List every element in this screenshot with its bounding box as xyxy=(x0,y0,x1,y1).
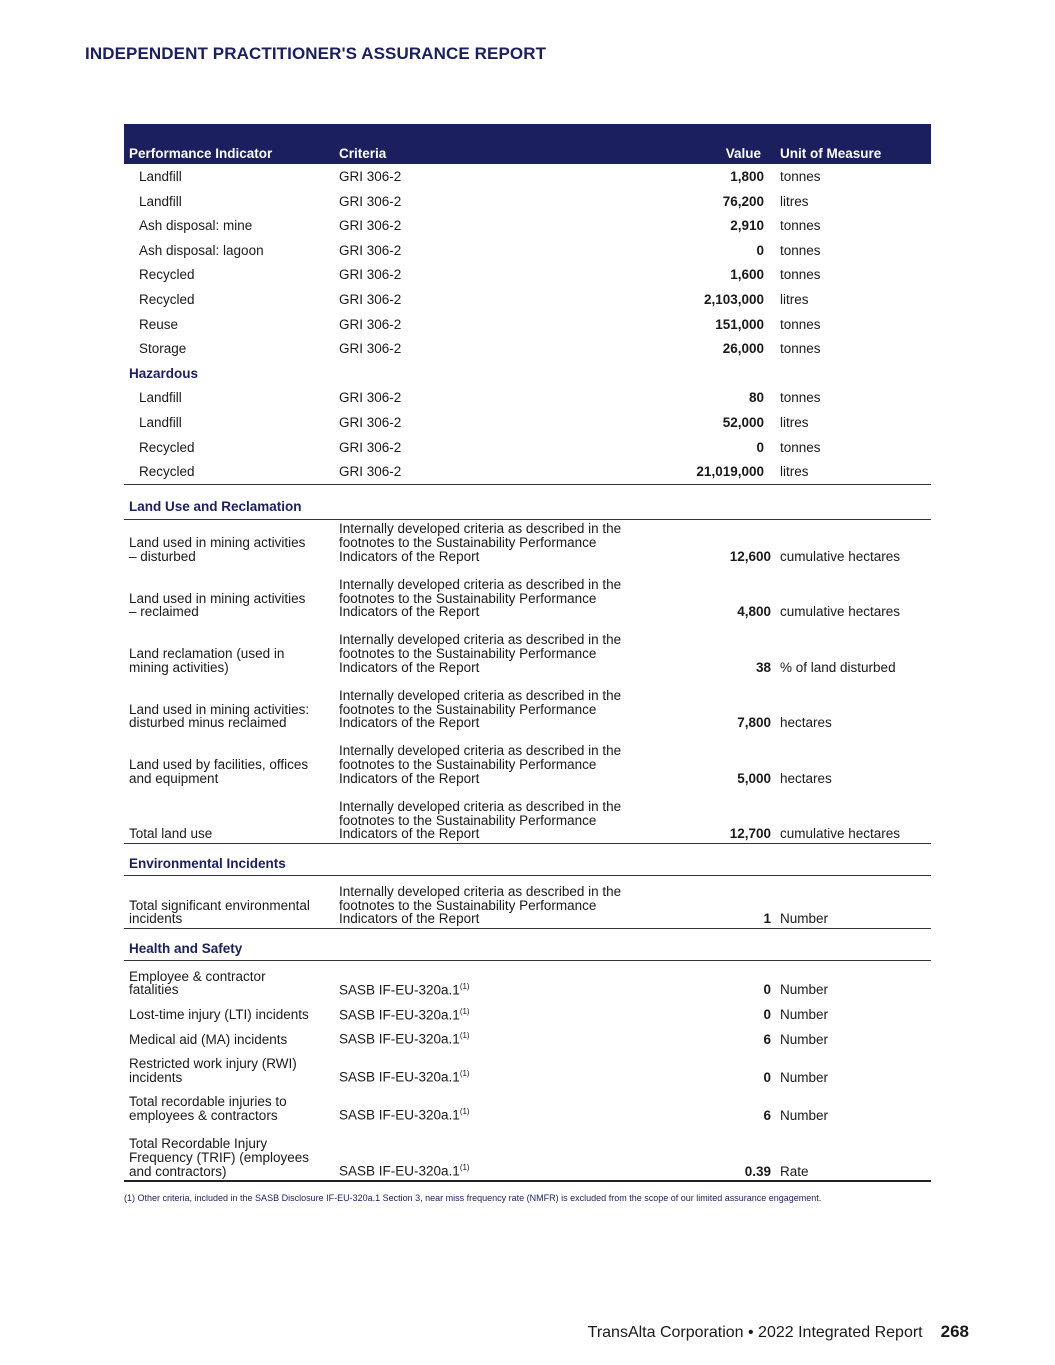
value-cell: 21,019,000 xyxy=(696,464,764,480)
criteria-cell: GRI 306-2 xyxy=(339,193,402,209)
criteria-cell: GRI 306-2 xyxy=(339,439,402,455)
criteria-cell: GRI 306-2 xyxy=(339,169,402,184)
criteria-cell: Internally developed criteria as described in the footnotes to the Sustainability Performance Indicators of the Report xyxy=(339,883,622,927)
indicator-cell: Total Recordable Injury Frequency (TRIF) (employees and contractors) xyxy=(129,1136,310,1179)
unit-cell: % of land disturbed xyxy=(780,659,896,675)
table-row xyxy=(124,189,931,214)
value-cell: 2,103,000 xyxy=(703,291,764,307)
table-row xyxy=(124,566,931,622)
column-header-indicator: Performance Indicator xyxy=(129,146,273,161)
criteria-cell: GRI 306-2 xyxy=(339,291,402,307)
section-row xyxy=(124,929,931,961)
section-label: Hazardous xyxy=(129,365,199,381)
unit-cell: tonnes xyxy=(780,341,821,357)
unit-cell: litres xyxy=(780,464,809,480)
unit-cell: cumulative hectares xyxy=(780,826,901,842)
table-row xyxy=(124,410,931,435)
table-row xyxy=(124,520,931,566)
indicator-cell: Land reclamation (used in mining activities) xyxy=(129,646,285,675)
unit-cell: Rate xyxy=(780,1163,809,1179)
table-row xyxy=(124,1124,931,1182)
table-row xyxy=(124,459,931,485)
indicator-cell: Landfill xyxy=(139,169,182,184)
indicator-cell: Landfill xyxy=(139,390,182,406)
criteria-cell: SASB IF-EU-320a.1$^{(1)}$ xyxy=(339,1069,470,1085)
section-label: Health and Safety xyxy=(129,941,243,957)
table-row xyxy=(124,1024,931,1049)
performance-table xyxy=(124,124,931,1182)
criteria-cell: GRI 306-2 xyxy=(339,341,402,357)
criteria-cell: GRI 306-2 xyxy=(339,464,402,480)
indicator-cell: Recycled xyxy=(139,267,195,283)
unit-cell: tonnes xyxy=(780,218,821,234)
criteria-cell: GRI 306-2 xyxy=(339,242,402,258)
criteria-cell: GRI 306-2 xyxy=(339,316,402,332)
unit-cell: Number xyxy=(780,1107,829,1123)
value-cell: 12,700 xyxy=(729,826,771,842)
footnote-marker: (1) xyxy=(459,1163,470,1173)
unit-cell: tonnes xyxy=(780,316,821,332)
value-cell: 52,000 xyxy=(722,414,764,430)
section-label: Land Use and Reclamation xyxy=(129,498,302,514)
table-row xyxy=(124,336,931,361)
unit-cell: litres xyxy=(780,193,809,209)
table-row xyxy=(124,876,931,929)
page-footer xyxy=(588,1322,969,1342)
unit-cell: tonnes xyxy=(780,439,821,455)
section-row xyxy=(124,485,931,520)
indicator-cell: Land used in mining activities: disturbed minus reclaimed xyxy=(129,701,310,731)
table-header xyxy=(124,124,931,164)
indicator-cell: Recycled xyxy=(139,291,195,307)
unit-cell: hectares xyxy=(780,770,832,786)
indicator-cell: Ash disposal: lagoon xyxy=(139,242,264,258)
indicator-cell: Recycled xyxy=(139,439,195,455)
column-header-criteria: Criteria xyxy=(339,146,387,161)
footnote-marker: (1) xyxy=(459,1069,470,1079)
table-row xyxy=(124,385,931,410)
value-cell: 7,800 xyxy=(737,715,771,731)
table-row xyxy=(124,262,931,287)
table-row xyxy=(124,999,931,1024)
unit-cell: Number xyxy=(780,1031,829,1047)
value-cell: 26,000 xyxy=(722,341,764,357)
criteria-cell: GRI 306-2 xyxy=(339,218,402,234)
section-row xyxy=(124,361,931,386)
footnote: (1) Other criteria, included in the SASB Disclosure IF-EU-320a.1 Section 3, near miss frequency rate (NMFR) is excluded from the scope of our limited assurance engagement. xyxy=(124,1193,822,1203)
table-row xyxy=(124,435,931,460)
indicator-cell: Medical aid (MA) incidents xyxy=(129,1031,288,1047)
value-cell: 4,800 xyxy=(737,604,771,620)
table-row xyxy=(124,621,931,677)
value-cell: 0 xyxy=(763,982,771,998)
value-cell: 0.39 xyxy=(744,1163,771,1179)
indicator-cell: Employee & contractor fatalities xyxy=(129,968,266,998)
table-row xyxy=(124,1086,931,1124)
column-header-unit: Unit of Measure xyxy=(780,146,882,161)
table-body xyxy=(124,164,931,1182)
criteria-cell: SASB IF-EU-320a.1$^{(1)}$ xyxy=(339,1163,470,1179)
indicator-cell: Land used in mining activities – reclaimed xyxy=(129,590,306,620)
page-number: 268 xyxy=(940,1322,969,1341)
value-cell: 1,800 xyxy=(730,169,764,184)
value-cell: 0 xyxy=(763,1007,771,1023)
value-cell: 38 xyxy=(755,659,771,675)
value-cell: 5,000 xyxy=(737,770,771,786)
column-header-value: Value xyxy=(725,146,761,161)
criteria-cell: GRI 306-2 xyxy=(339,414,402,430)
value-cell: 76,200 xyxy=(722,193,764,209)
value-cell: 0 xyxy=(756,439,764,455)
indicator-cell: Total significant environmental incidents xyxy=(129,897,310,927)
criteria-cell: Internally developed criteria as described in the footnotes to the Sustainability Performance Indicators of the Report xyxy=(339,576,622,620)
indicator-cell: Total land use xyxy=(129,826,213,842)
value-cell: 0 xyxy=(763,1069,771,1085)
table-row xyxy=(124,732,931,788)
indicator-cell: Total recordable injuries to employees & contractors xyxy=(129,1093,287,1123)
criteria-cell: SASB IF-EU-320a.1$^{(1)}$ xyxy=(339,1006,470,1023)
criteria-cell: SASB IF-EU-320a.1$^{(1)}$ xyxy=(339,1031,470,1047)
criteria-cell: SASB IF-EU-320a.1$^{(1)}$ xyxy=(339,981,470,998)
table-row xyxy=(124,961,931,999)
value-cell: 151,000 xyxy=(715,316,764,332)
indicator-cell: Reuse xyxy=(139,316,179,332)
unit-cell: cumulative hectares xyxy=(780,604,901,620)
footnote-marker: (1) xyxy=(459,1006,470,1016)
unit-cell: Number xyxy=(780,1069,829,1085)
section-label: Environmental Incidents xyxy=(129,856,286,872)
table-row xyxy=(124,677,931,733)
footnote-marker: (1) xyxy=(459,1031,470,1041)
value-cell: 12,600 xyxy=(729,548,771,564)
unit-cell: Number xyxy=(780,1007,829,1023)
indicator-cell: Land used by facilities, offices and equipment xyxy=(129,757,309,786)
table-row xyxy=(124,788,931,845)
value-cell: 6 xyxy=(763,1107,771,1123)
table-row xyxy=(124,164,931,189)
unit-cell: hectares xyxy=(780,715,832,731)
table-row xyxy=(124,287,931,312)
criteria-cell: GRI 306-2 xyxy=(339,267,402,283)
indicator-cell: Ash disposal: mine xyxy=(139,218,253,234)
criteria-cell: SASB IF-EU-320a.1$^{(1)}$ xyxy=(339,1107,470,1123)
unit-cell: litres xyxy=(780,414,809,430)
table-row xyxy=(124,238,931,263)
value-cell: 0 xyxy=(756,242,764,258)
unit-cell: Number xyxy=(780,982,829,998)
indicator-cell: Recycled xyxy=(139,464,195,480)
unit-cell: cumulative hectares xyxy=(780,548,901,564)
indicator-cell: Landfill xyxy=(139,193,182,209)
page-title: INDEPENDENT PRACTITIONER'S ASSURANCE REPORT xyxy=(85,44,547,63)
indicator-cell: Lost-time injury (LTI) incidents xyxy=(129,1007,309,1023)
unit-cell: tonnes xyxy=(780,267,821,283)
footnote-marker: (1) xyxy=(459,981,470,991)
criteria-cell: GRI 306-2 xyxy=(339,390,402,406)
table-row xyxy=(124,1048,931,1086)
indicator-cell: Land used in mining activities – disturbed xyxy=(129,535,306,564)
unit-cell: tonnes xyxy=(780,169,821,184)
value-cell: 2,910 xyxy=(730,218,764,234)
value-cell: 1,600 xyxy=(730,267,764,283)
footnote-marker: (1) xyxy=(459,1107,470,1117)
footer-text: TransAlta Corporation • 2022 Integrated Report xyxy=(587,1324,923,1341)
unit-cell: tonnes xyxy=(780,242,821,258)
criteria-cell: Internally developed criteria as described in the footnotes to the Sustainability Performance Indicators of the Report xyxy=(339,743,622,786)
indicator-cell: Restricted work injury (RWI) incidents xyxy=(129,1055,297,1085)
indicator-cell: Storage xyxy=(139,341,187,357)
section-row xyxy=(124,844,931,876)
table-row xyxy=(124,213,931,238)
value-cell: 6 xyxy=(763,1031,771,1047)
indicator-cell: Landfill xyxy=(139,414,182,430)
unit-cell: litres xyxy=(780,291,809,307)
criteria-cell: Internally developed criteria as described in the footnotes to the Sustainability Performance Indicators of the Report xyxy=(339,521,622,564)
criteria-cell: Internally developed criteria as described in the footnotes to the Sustainability Performance Indicators of the Report xyxy=(339,632,622,675)
value-cell: 1 xyxy=(763,911,771,927)
criteria-cell: Internally developed criteria as described in the footnotes to the Sustainability Performance Indicators of the Report xyxy=(339,687,622,731)
criteria-cell: Internally developed criteria as described in the footnotes to the Sustainability Performance Indicators of the Report xyxy=(339,798,622,842)
unit-cell: tonnes xyxy=(780,390,821,406)
table-row xyxy=(124,312,931,337)
unit-cell: Number xyxy=(780,911,829,927)
value-cell: 80 xyxy=(748,390,764,406)
